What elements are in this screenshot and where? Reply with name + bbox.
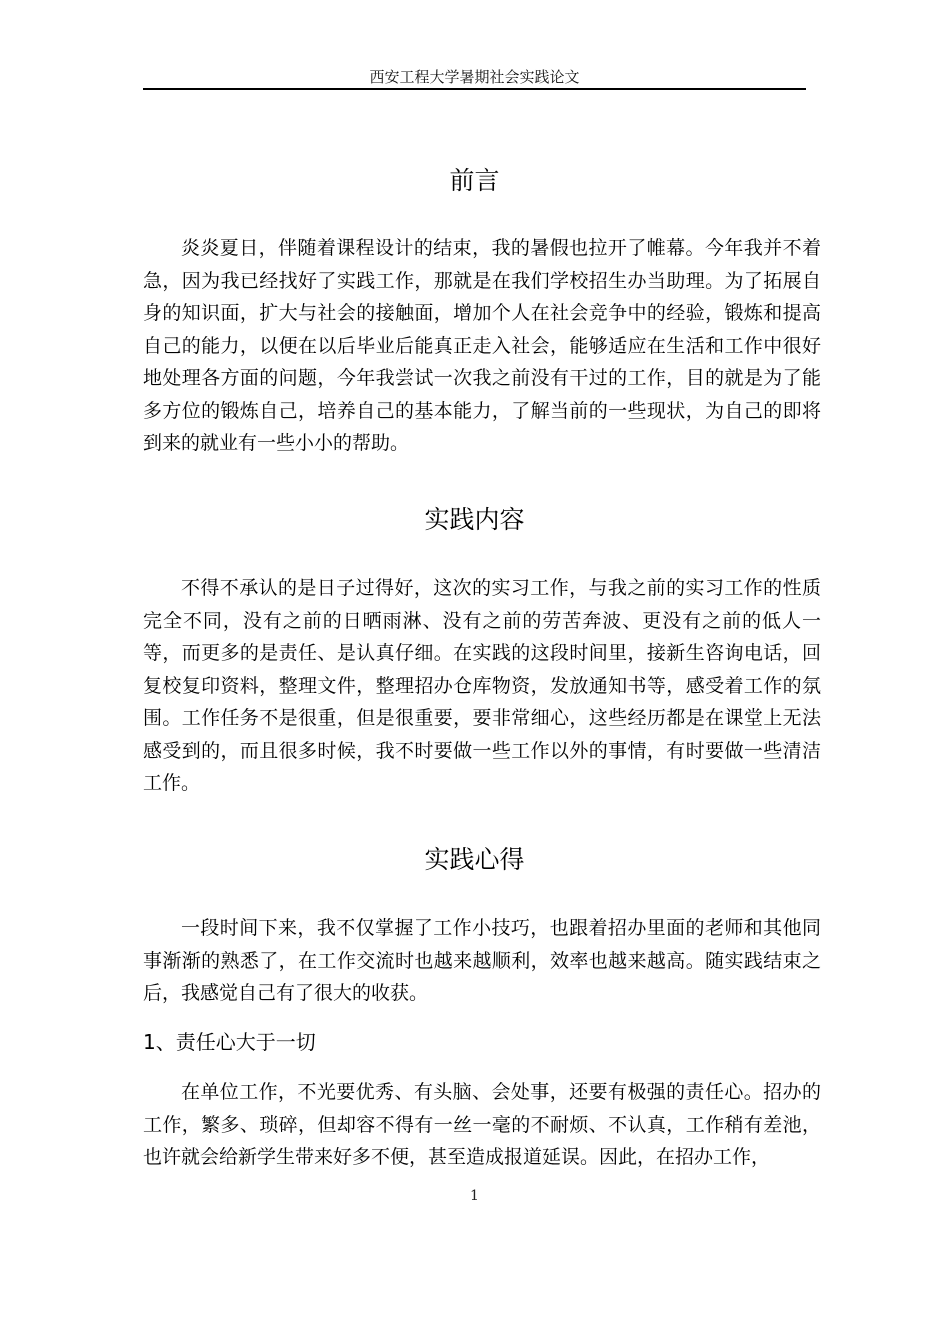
section-paragraph-practice-experience: 一段时间下来，我不仅掌握了工作小技巧，也跟着招办里面的老师和其他同事渐渐的熟悉了，在工作交流时也越来越顺利，效率也越来越高。随实践结束之后，我感觉自己有了很大的收获。 (143, 917, 821, 1004)
header-rule (143, 88, 806, 90)
subsection-paragraph: 在单位工作，不光要优秀、有头脑、会处事，还要有极强的责任心。招办的工作，繁多、琐碎，但却容不得有一丝一毫的不耐烦、不认真，工作稍有差池，也许就会给新学生带来好多不便，甚至造成报道延误。因此，在招办工作， (143, 1081, 821, 1168)
section-heading-practice-content: 实践内容 (424, 505, 525, 534)
section-heading-preface: 前言 (449, 166, 500, 195)
running-header: 西安工程大学暑期社会实践论文 (369, 68, 580, 86)
subsection-heading: 1、责任心大于一切 (143, 1030, 316, 1054)
section-heading-practice-experience: 实践心得 (424, 845, 525, 874)
section-paragraph-practice-content: 不得不承认的是日子过得好，这次的实习工作，与我之前的实习工作的性质完全不同，没有之前的日晒雨淋、没有之前的劳苦奔波、更没有之前的低人一等，而更多的是责任、是认真仔细。在实践的这段时间里，接新生咨询电话，回复校复印资料，整理文件，整理招办仓库物资，发放通知书等，感受着工作的氛围。工作任务不是很重，但是很重要，要非常细心，这些经历都是在课堂上无法感受到的，而且很多时候，我不时要做一些工作以外的事情，有时要做一些清洁工作。 (143, 577, 821, 794)
section-paragraph-preface: 炎炎夏日，伴随着课程设计的结束，我的暑假也拉开了帷幕。今年我并不着急，因为我已经找好了实践工作，那就是在我们学校招生办当助理。为了拓展自身的知识面，扩大与社会的接触面，增加个人在社会竞争中的经验，锻炼和提高自己的能力，以便在以后毕业后能真正走入社会，能够适应在生活和工作中很好地处理各方面的问题，今年我尝试一次我之前没有干过的工作，目的就是为了能多方位的锻炼自己，培养自己的基本能力，了解当前的一些现状，为自己的即将到来的就业有一些小小的帮助。 (143, 237, 821, 454)
page-number: 1 (470, 1188, 479, 1204)
